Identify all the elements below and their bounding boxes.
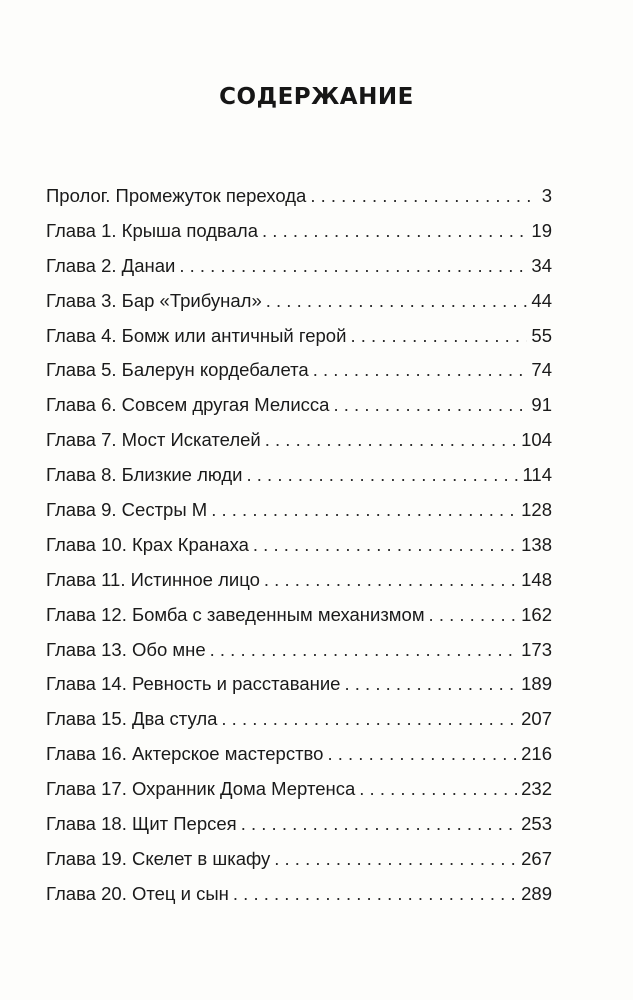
toc-leader-dots [333, 393, 527, 417]
toc-entry-page: 267 [521, 847, 552, 869]
toc-entry-label: Глава 12. Бомба с заведенным механизмом [46, 603, 425, 625]
toc-entry-label: Глава 9. Сестры М [46, 499, 208, 521]
toc-entry [46, 672, 552, 707]
toc-entry-label: Глава 1. Крыша подвала [46, 219, 259, 241]
toc-entry-label: Глава 17. Охранник Дома Мертенса [46, 778, 356, 800]
toc-entry-page: 91 [531, 394, 552, 416]
toc-entry-label: Глава 14. Ревность и расставание [46, 673, 341, 695]
toc-entry [46, 324, 552, 359]
toc-entry [46, 568, 552, 603]
toc-entry-page: 3 [541, 185, 552, 206]
toc-entry [46, 393, 552, 428]
toc-leader-dots [262, 219, 527, 243]
toc-entry-label: Глава 16. Актерское мастерство [46, 743, 324, 765]
toc-entry-label: Глава 15. Два стула [46, 708, 218, 730]
toc-entry-page: 173 [521, 638, 552, 660]
toc-leader-dots [221, 707, 517, 731]
toc-entry-label: Глава 19. Скелет в шкафу [46, 847, 271, 869]
toc-entry [46, 219, 552, 254]
toc-entry-label: Глава 18. Щит Персея [46, 813, 237, 835]
toc-entry-label: Глава 8. Близкие люди [46, 464, 243, 486]
toc-entry [46, 428, 552, 463]
toc-leader-dots [241, 812, 517, 836]
toc-leader-dots [359, 777, 517, 801]
toc-entry-page: 232 [521, 778, 552, 800]
toc-leader-dots [327, 742, 517, 766]
toc-entry-page: 216 [521, 743, 552, 765]
toc-entry [46, 289, 552, 324]
toc-entry-page: 289 [521, 882, 552, 904]
toc-entry-page: 34 [531, 254, 552, 276]
toc-leader-dots [265, 428, 517, 452]
table-of-contents [46, 184, 552, 917]
toc-leader-dots [246, 463, 518, 487]
toc-entry-page: 114 [522, 464, 552, 486]
toc-leader-dots [253, 533, 517, 557]
toc-entry [46, 707, 552, 742]
toc-entry [46, 847, 552, 882]
toc-entry-page: 128 [521, 499, 552, 521]
toc-leader-dots [310, 184, 537, 208]
toc-entry-page: 189 [521, 673, 552, 695]
toc-entry [46, 184, 552, 219]
toc-entry [46, 463, 552, 498]
toc-entry-label: Глава 4. Бомж или античный герой [46, 324, 347, 346]
toc-entry-page: 44 [531, 289, 552, 311]
toc-entry-label: Глава 13. Обо мне [46, 638, 206, 660]
toc-entry-label: Глава 11. Истинное лицо [46, 568, 260, 590]
toc-entry [46, 882, 552, 917]
toc-leader-dots [274, 847, 517, 871]
toc-entry [46, 533, 552, 568]
toc-entry-page: 162 [521, 603, 552, 625]
toc-entry-label: Глава 10. Крах Кранаха [46, 533, 249, 555]
toc-entry-label: Глава 20. Отец и сын [46, 882, 229, 904]
toc-entry-page: 104 [521, 429, 552, 451]
toc-entry-page: 207 [521, 708, 552, 730]
toc-entry-page: 148 [521, 568, 552, 590]
toc-entry-page: 19 [531, 219, 552, 241]
toc-entry [46, 254, 552, 289]
toc-entry-page: 253 [521, 813, 552, 835]
toc-entry [46, 358, 552, 393]
toc-leader-dots [344, 672, 517, 696]
toc-leader-dots [266, 289, 528, 313]
toc-entry [46, 498, 552, 533]
page-title: СОДЕРЖАНИЕ [219, 84, 414, 110]
toc-leader-dots [429, 603, 518, 627]
toc-entry-label: Глава 2. Данаи [46, 254, 176, 276]
toc-entry-page: 74 [531, 359, 552, 381]
toc-leader-dots [313, 358, 528, 382]
toc-leader-dots [210, 638, 518, 662]
toc-entry [46, 603, 552, 638]
toc-leader-dots [211, 498, 517, 522]
toc-entry [46, 638, 552, 673]
toc-leader-dots [350, 324, 527, 348]
toc-entry [46, 742, 552, 777]
toc-entry [46, 812, 552, 847]
toc-leader-dots [264, 568, 517, 592]
toc-entry-label: Глава 3. Бар «Трибунал» [46, 289, 262, 311]
toc-entry-label: Глава 6. Совсем другая Мелисса [46, 394, 330, 416]
toc-entry-page: 55 [531, 324, 552, 346]
toc-leader-dots [179, 254, 527, 278]
toc-leader-dots [233, 882, 517, 906]
toc-entry [46, 777, 552, 812]
toc-entry-label: Глава 7. Мост Искателей [46, 429, 261, 451]
toc-entry-label: Пролог. Промежуток перехода [46, 185, 307, 206]
toc-entry-label: Глава 5. Балерун кордебалета [46, 359, 309, 381]
toc-entry-page: 138 [521, 533, 552, 555]
